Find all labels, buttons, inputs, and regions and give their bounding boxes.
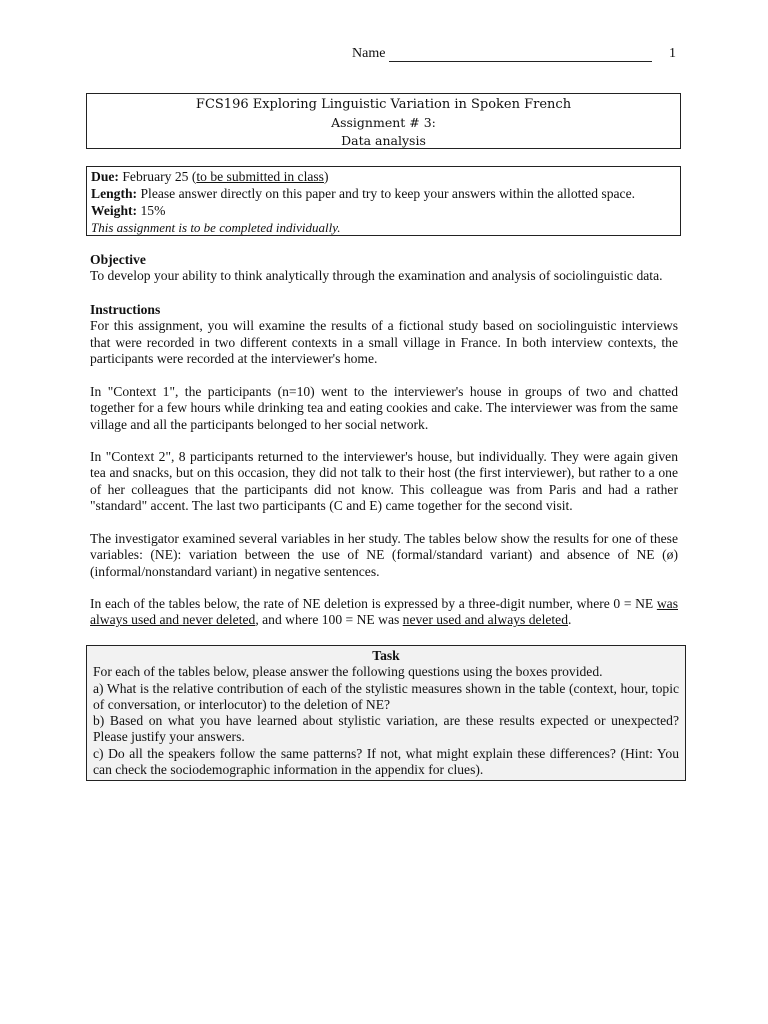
weight-line [91,202,676,219]
p5-text-c: . [568,612,572,628]
length-label: Length: [91,186,138,201]
instructions-heading: Instructions [90,302,161,317]
due-close: ) [323,169,329,184]
weight-text: 15% [140,203,166,218]
due-date: February 25 ( [122,169,197,184]
task-question-a: a) What is the relative contribution of each of the stylistic measures shown in the table (context, hour, topic of conversation, or interlocutor) to the deletion of NE? [93,680,679,712]
course-title: FCS196 Exploring Linguistic Variation in Spoken French [195,97,572,112]
p5-text-a: In each of the tables below, the rate of NE deletion is expressed by a three-digit number, where 0 = NE [90,596,657,611]
weight-label: Weight: [91,203,138,218]
due-note: to be submitted in class [196,169,324,184]
assignment-number: Assignment # 3: [331,115,436,130]
p5-text-b: , and where 100 = NE was [255,612,403,628]
task-intro: For each of the tables below, please answer the following questions using the boxes provided. [93,664,603,680]
length-text: Please answer directly on this paper and try to keep your answers within the allotted space. [140,186,635,201]
assignment-info-box [86,166,681,236]
due-label: Due: [91,169,119,184]
length-line [91,185,676,202]
p5-underline-2: never used and always deleted [402,612,568,628]
instructions-section [90,302,678,367]
objective-section [90,252,678,285]
instructions-paragraph-3: In "Context 2", 8 participants returned to the interviewer's house, but individually. They were again given tea and snacks, but on this occasion, they did not talk to their host (the first interviewer), but rather to a one of her colleagues that the participants did not know. This colleague was from Paris and had a rather "standard" accent. The last two participants (C and E) came together for the second visit. [90,449,678,513]
page-header [352,46,682,66]
objective-heading: Objective [90,252,146,267]
instructions-paragraph-5 [90,596,678,629]
instructions-paragraph-4: The investigator examined several variables in her study. The tables below show the results for one of these variables: (NE): variation between the use of NE (formal/standard variant) and absence of NE (ø) (informal/nonstandard variant) in negative sentences. [90,531,678,579]
due-line [91,168,676,185]
p5-underline-1: was always used and never deleted [90,596,678,628]
name-label: Name [352,46,386,61]
task-title: Task [372,648,400,663]
task-box [86,645,686,781]
objective-text: To develop your ability to think analytically through the examination and analysis of sociolinguistic data. [90,268,663,284]
page-number: 1 [669,46,676,61]
instructions-paragraph-2: In "Context 1", the participants (n=10) went to the interviewer's house in groups of two and chatted together for a few hours while drinking tea and eating cookies and cake. The interviewer was from the same village and all the participants belonged to her social network. [90,384,678,432]
name-blank-line [389,61,652,62]
assignment-subtitle: Data analysis [341,133,426,148]
task-question-b: b) Based on what you have learned about stylistic variation, are these results expected or unexpected? Please justify your answers. [93,713,679,745]
task-question-c: c) Do all the speakers follow the same patterns? If not, what might explain these differences? (Hint: You can check the sociodemographic information in the appendix for clues). [93,745,679,778]
instructions-paragraph-1: For this assignment, you will examine the results of a fictional study based on sociolinguistic interviews that were recorded in two different contexts in a small village in France. In both interview contexts, the participants were recorded at the interviewer's home. [90,318,678,366]
title-box [86,93,681,149]
individual-note: This assignment is to be completed individually. [91,220,341,235]
